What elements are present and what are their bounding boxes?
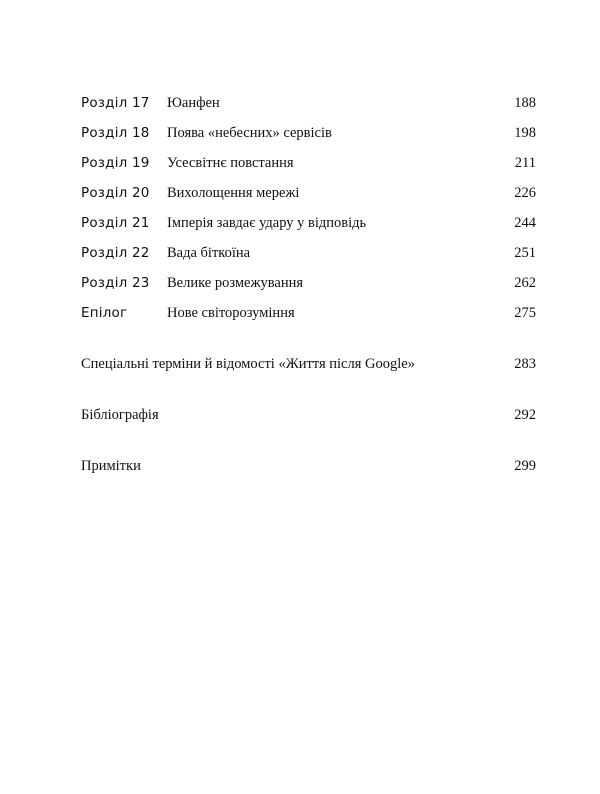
toc-entry-chapter-18 — [81, 122, 536, 144]
toc-entry-bibliography — [81, 404, 536, 426]
chapter-label: Епілог — [81, 305, 128, 321]
page-number: 244 — [514, 215, 536, 231]
chapter-label: Розділ 19 — [81, 155, 150, 171]
chapter-label: Розділ 22 — [81, 245, 150, 261]
toc-entry-chapter-19 — [81, 152, 536, 174]
chapter-title: Юанфен — [167, 95, 220, 111]
page-number: 226 — [514, 185, 536, 201]
chapter-label: Розділ 20 — [81, 185, 150, 201]
page-number: 198 — [514, 125, 536, 141]
chapter-title: Вада біткоїна — [167, 245, 251, 261]
toc-entry-chapter-20 — [81, 182, 536, 204]
toc-entry-chapter-23 — [81, 272, 536, 294]
toc-entry-notes — [81, 455, 536, 477]
section-title: Примітки — [81, 458, 141, 474]
page-number: 275 — [514, 305, 536, 321]
page-number: 251 — [514, 245, 536, 261]
chapter-label: Розділ 21 — [81, 215, 150, 231]
page-number: 299 — [514, 458, 536, 474]
chapter-title: Усесвітнє повстання — [167, 155, 294, 171]
chapter-label: Розділ 17 — [81, 95, 150, 111]
toc-entry-glossary — [81, 353, 536, 375]
chapter-title: Імперія завдає удару у відповідь — [167, 215, 367, 231]
chapter-title: Вихолощення мережі — [167, 185, 300, 201]
toc-entry-chapter-17 — [81, 92, 536, 114]
section-title: Спеціальні терміни й відомості «Життя після Google» — [81, 356, 415, 372]
chapter-title: Велике розмежування — [167, 275, 304, 291]
chapter-label: Розділ 18 — [81, 125, 150, 141]
toc-entry-chapter-21 — [81, 212, 536, 234]
page-number: 292 — [514, 407, 536, 423]
chapter-title: Поява «небесних» сервісів — [167, 125, 332, 141]
chapter-title: Нове світорозуміння — [167, 305, 295, 321]
toc-entry-epilogue — [81, 302, 536, 324]
toc-entry-chapter-22 — [81, 242, 536, 264]
chapter-label: Розділ 23 — [81, 275, 150, 291]
page-number: 211 — [514, 155, 536, 171]
page-number: 283 — [514, 356, 536, 372]
section-title: Бібліографія — [81, 407, 159, 423]
page-number: 188 — [514, 95, 536, 111]
page-number: 262 — [514, 275, 536, 291]
